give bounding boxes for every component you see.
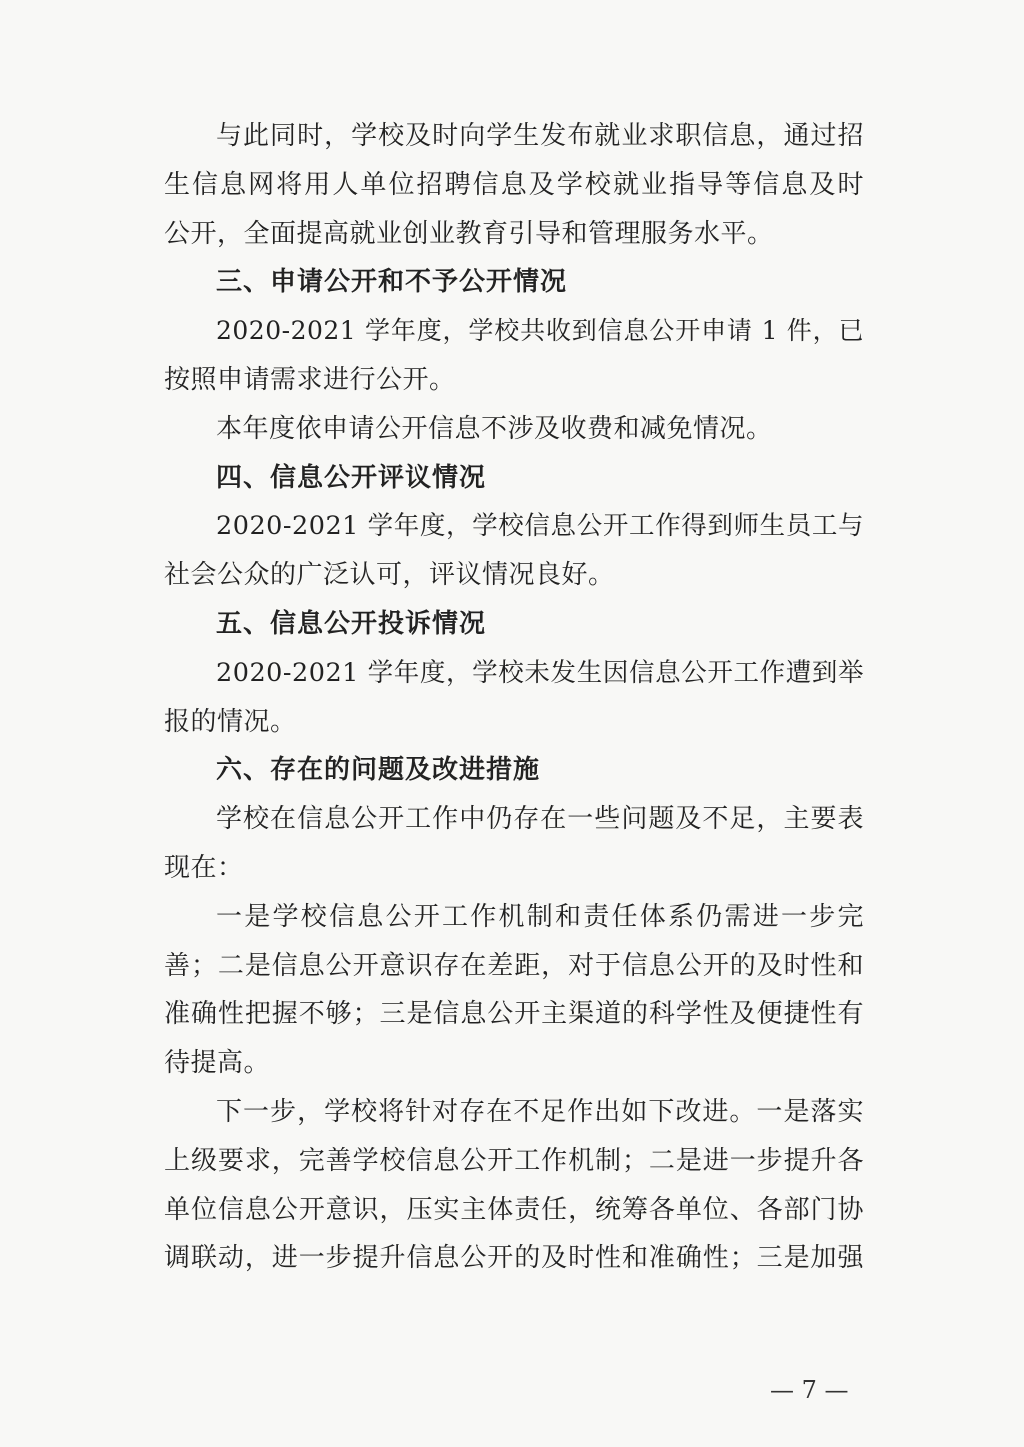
text-line: 生信息网将用人单位招聘信息及学校就业指导等信息及时 (164, 169, 864, 200)
text-line: 下一步，学校将针对存在不足作出如下改进。一是落实 (216, 1096, 864, 1127)
section-heading: 五、信息公开投诉情况 (216, 608, 487, 639)
text-line: 现在： (164, 852, 244, 883)
section-heading: 四、信息公开评议情况 (216, 462, 487, 493)
text-line: 2020-2021 学年度，学校未发生因信息公开工作遭到举 (216, 657, 864, 688)
text-line: 本年度依申请公开信息不涉及收费和减免情况。 (216, 413, 773, 444)
section-heading: 三、申请公开和不予公开情况 (216, 267, 568, 298)
paragraph (164, 795, 864, 893)
text-line: 与此同时，学校及时向学生发布就业求职信息，通过招 (216, 121, 864, 151)
text-line: 调联动，进一步提升信息公开的及时性和准确性；三是加强 (164, 1243, 864, 1274)
text-line: 公开，全面提高就业创业教育引导和管理服务水平。 (164, 218, 774, 249)
text-line: 学校在信息公开工作中仍存在一些问题及不足，主要表 (216, 804, 864, 835)
text-line: 待提高。 (164, 1048, 271, 1079)
document-body (164, 112, 864, 1283)
paragraph (164, 893, 864, 1088)
paragraph (164, 649, 864, 747)
text-line: 准确性把握不够；三是信息公开主渠道的科学性及便捷性有 (164, 999, 864, 1030)
paragraph (164, 307, 864, 405)
text-line: 善；二是信息公开意识存在差距，对于信息公开的及时性和 (164, 950, 864, 981)
text-line: 社会公众的广泛认可，评议情况良好。 (164, 560, 615, 591)
section-heading: 六、存在的问题及改进措施 (216, 755, 541, 786)
text-line: 上级要求，完善学校信息公开工作机制；二是进一步提升各 (164, 1145, 864, 1176)
page-number: — 7 — (770, 1376, 849, 1404)
text-line: 一是学校信息公开工作机制和责任体系仍需进一步完 (216, 901, 864, 932)
text-line: 2020-2021 学年度，学校共收到信息公开申请 1 件，已 (216, 316, 864, 346)
paragraph (164, 1088, 864, 1283)
paragraph (164, 502, 864, 600)
text-line: 按照申请需求进行公开。 (164, 364, 456, 395)
text-line: 单位信息公开意识，压实主体责任，统筹各单位、各部门协 (164, 1194, 864, 1225)
text-line: 报的情况。 (164, 706, 297, 737)
paragraph (164, 112, 864, 258)
text-line: 2020-2021 学年度，学校信息公开工作得到师生员工与 (216, 511, 864, 542)
paragraph (164, 405, 864, 454)
